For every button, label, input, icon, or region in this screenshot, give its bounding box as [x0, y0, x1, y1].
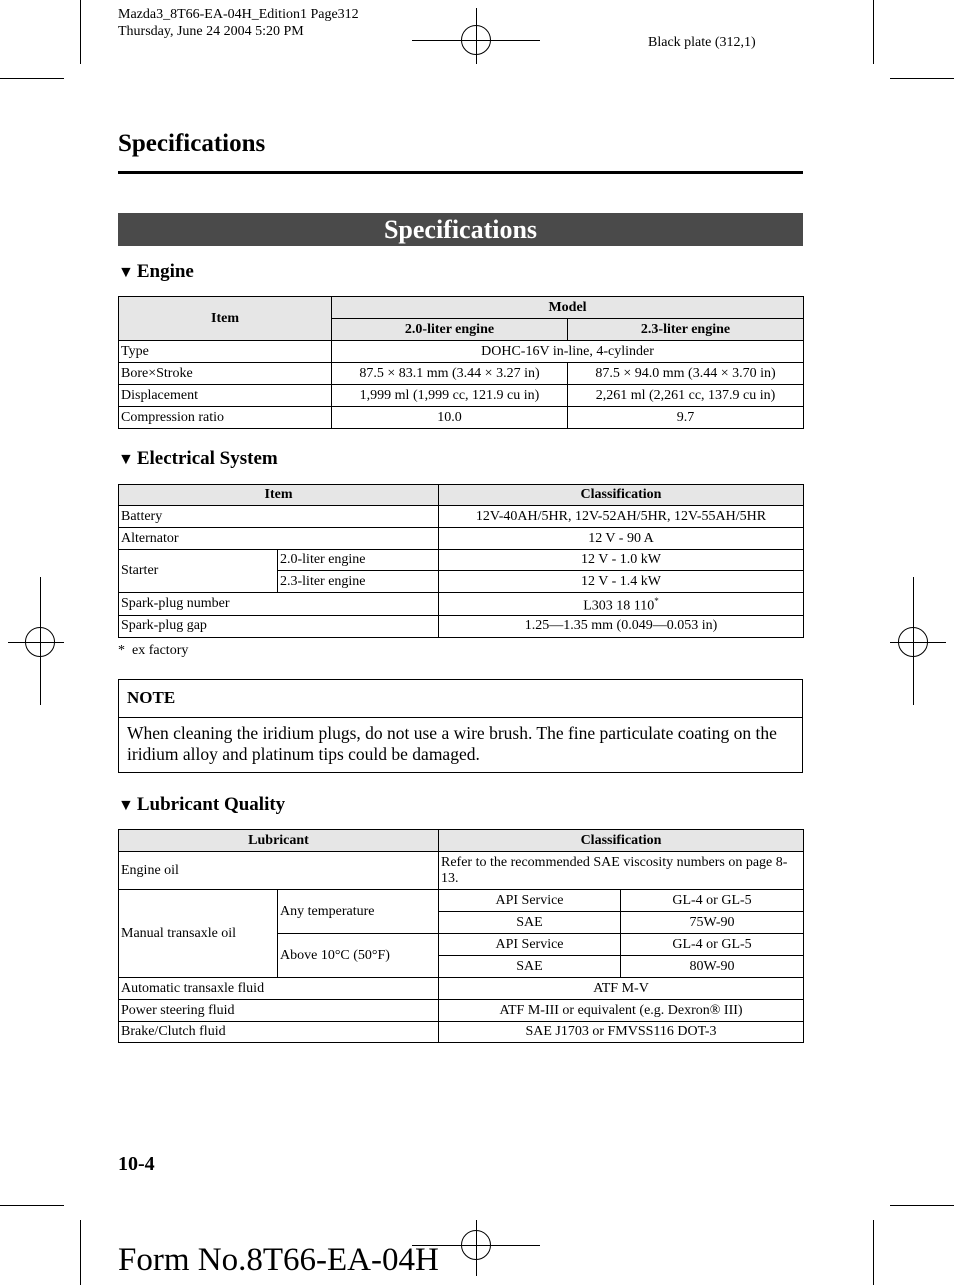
print-header-line1: Mazda3_8T66-EA-04H_Edition1 Page312	[118, 7, 359, 22]
note-heading: NOTE	[119, 680, 802, 718]
section-banner: Specifications	[118, 213, 803, 246]
row-value: Refer to the recommended SAE viscosity numbers on page 8-13.	[439, 852, 804, 890]
form-number: Form No.8T66-EA-04H	[118, 1242, 439, 1278]
row-value: 10.0	[332, 407, 568, 429]
row-value: 12 V - 1.4 kW	[439, 571, 804, 593]
table-row	[119, 528, 804, 550]
spark-plug-number: L303 18 110	[583, 598, 655, 614]
engine-heading	[118, 261, 194, 283]
row-value: 12 V - 1.0 kW	[439, 550, 804, 571]
row-label: Displacement	[119, 385, 332, 407]
row-key: SAE	[439, 956, 621, 978]
row-key: API Service	[439, 890, 621, 912]
row-value	[439, 593, 804, 616]
crop-mark	[873, 1220, 874, 1285]
row-value: ATF M-III or equivalent (e.g. Dexron® III)	[439, 1000, 804, 1022]
table-row	[119, 341, 804, 363]
electrical-header-item: Item	[119, 485, 439, 506]
lubricant-heading	[118, 794, 285, 816]
engine-header-item: Item	[119, 297, 332, 341]
table-row	[119, 1000, 804, 1022]
row-value: ATF M-V	[439, 978, 804, 1000]
row-sublabel: 2.0-liter engine	[278, 550, 439, 571]
table-row	[119, 1022, 804, 1043]
row-label: Automatic transaxle fluid	[119, 978, 439, 1000]
row-value: 80W-90	[621, 956, 804, 978]
table-row	[119, 385, 804, 407]
lubricant-header-classification: Classification	[439, 830, 804, 852]
electrical-heading	[118, 448, 278, 470]
lubricant-heading-label: Lubricant Quality	[136, 794, 286, 815]
lubricant-header-lubricant: Lubricant	[119, 830, 439, 852]
page-number: 10-4	[118, 1153, 155, 1175]
electrical-table	[118, 484, 804, 638]
crop-mark	[890, 78, 954, 79]
row-value: 1.25—1.35 mm (0.049—0.053 in)	[439, 615, 804, 637]
row-sublabel: Any temperature	[278, 890, 439, 934]
row-label: Power steering fluid	[119, 1000, 439, 1022]
table-row	[119, 593, 804, 616]
table-row	[119, 978, 804, 1000]
triangle-down-icon: ▼	[118, 264, 134, 281]
row-value: 1,999 ml (1,999 cc, 121.9 cu in)	[332, 385, 568, 407]
row-label: Bore×Stroke	[119, 363, 332, 385]
table-row	[119, 407, 804, 429]
note-text: When cleaning the iridium plugs, do not use a wire brush. The fine particulate coating on the iridium alloy and platinum tips could be damaged.	[127, 723, 777, 764]
table-row	[119, 852, 804, 890]
row-value: GL-4 or GL-5	[621, 890, 804, 912]
row-label: Compression ratio	[119, 407, 332, 429]
row-value: 87.5 × 94.0 mm (3.44 × 3.70 in)	[568, 363, 804, 385]
row-value: 9.7	[568, 407, 804, 429]
row-key: API Service	[439, 934, 621, 956]
row-label: Battery	[119, 506, 439, 528]
row-label: Engine oil	[119, 852, 439, 890]
table-row	[119, 506, 804, 528]
footnote-mark: *	[654, 596, 659, 606]
crop-mark	[80, 0, 81, 64]
table-row	[119, 550, 804, 571]
crop-mark	[0, 78, 64, 79]
row-label: Brake/Clutch fluid	[119, 1022, 439, 1043]
row-key: SAE	[439, 912, 621, 934]
row-label: Manual transaxle oil	[119, 890, 278, 978]
engine-header-2-3: 2.3-liter engine	[568, 319, 804, 341]
row-value: DOHC-16V in-line, 4-cylinder	[332, 341, 804, 363]
crop-mark	[0, 1205, 64, 1206]
triangle-down-icon: ▼	[118, 451, 134, 468]
row-label: Starter	[119, 550, 278, 593]
engine-header-model: Model	[332, 297, 804, 319]
row-value: 87.5 × 83.1 mm (3.44 × 3.27 in)	[332, 363, 568, 385]
note-box	[118, 679, 803, 773]
table-row	[119, 363, 804, 385]
crop-mark	[890, 1205, 954, 1206]
row-value: 2,261 ml (2,261 cc, 137.9 cu in)	[568, 385, 804, 407]
lubricant-table	[118, 829, 804, 1043]
row-label: Alternator	[119, 528, 439, 550]
table-row	[119, 615, 804, 637]
row-value: 75W-90	[621, 912, 804, 934]
footnote: * ex factory	[118, 643, 189, 658]
engine-table	[118, 296, 804, 429]
row-sublabel: Above 10°C (50°F)	[278, 934, 439, 978]
row-value: 12V-40AH/5HR, 12V-52AH/5HR, 12V-55AH/5HR	[439, 506, 804, 528]
engine-header-2-0: 2.0-liter engine	[332, 319, 568, 341]
crop-mark	[873, 0, 874, 64]
row-sublabel: 2.3-liter engine	[278, 571, 439, 593]
row-label: Spark-plug gap	[119, 615, 439, 637]
row-value: 12 V - 90 A	[439, 528, 804, 550]
row-label: Spark-plug number	[119, 593, 439, 616]
row-value: SAE J1703 or FMVSS116 DOT-3	[439, 1022, 804, 1043]
black-plate-label: Black plate (312,1)	[648, 35, 756, 50]
triangle-down-icon: ▼	[118, 797, 134, 814]
crop-mark	[80, 1220, 81, 1285]
print-header	[118, 6, 359, 40]
row-value: GL-4 or GL-5	[621, 934, 804, 956]
engine-heading-label: Engine	[136, 261, 194, 282]
page-title: Specifications	[118, 130, 266, 157]
title-rule	[118, 171, 803, 174]
print-header-line2: Thursday, June 24 2004 5:20 PM	[118, 24, 304, 39]
row-label: Type	[119, 341, 332, 363]
electrical-header-classification: Classification	[439, 485, 804, 506]
electrical-heading-label: Electrical System	[136, 448, 278, 469]
table-row	[119, 890, 804, 912]
